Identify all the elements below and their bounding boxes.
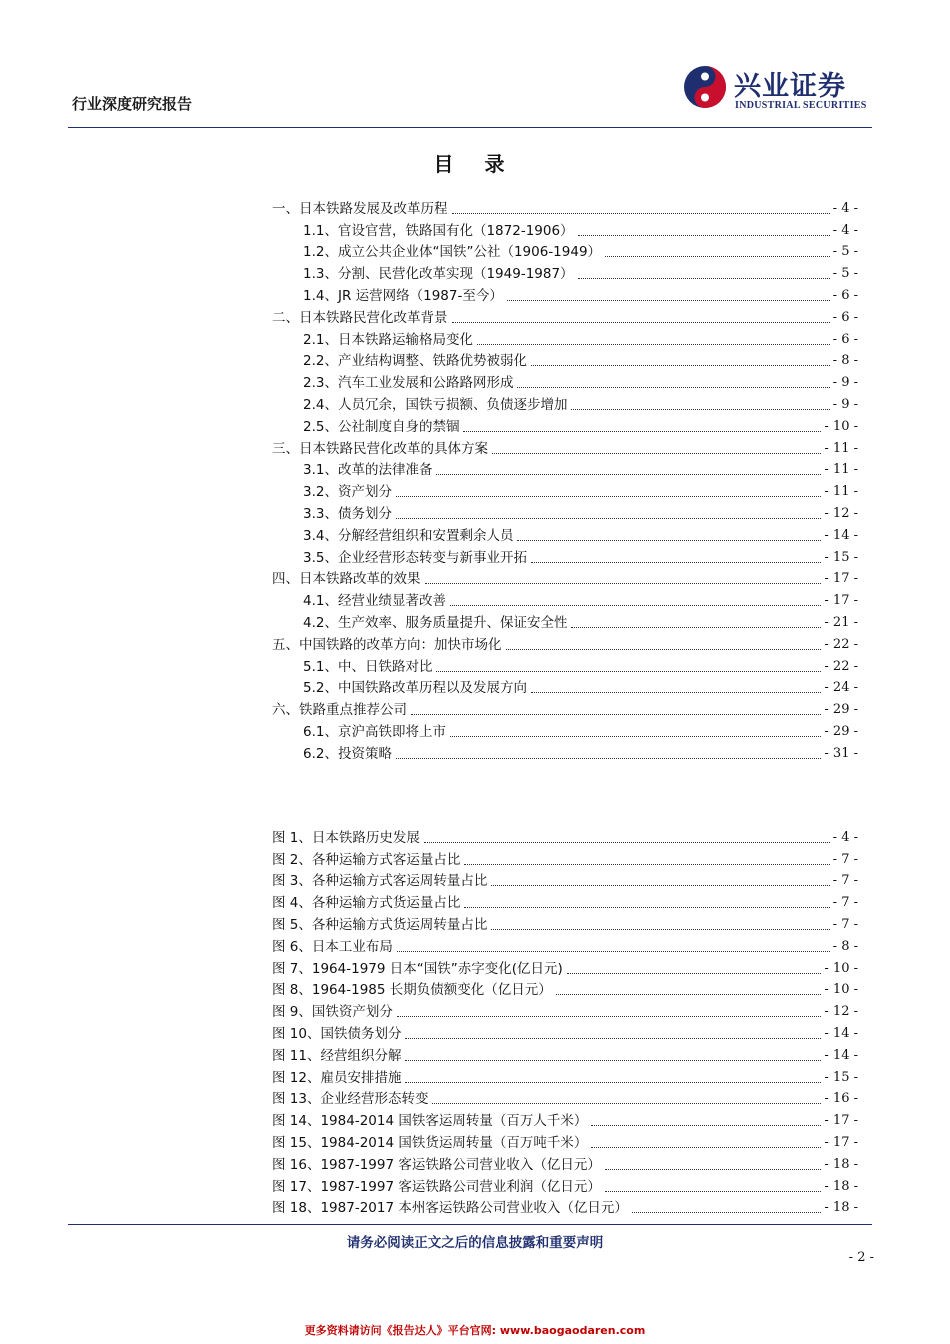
dot-leader (578, 235, 830, 236)
toc-entry-page: - 17 - (824, 571, 858, 587)
figure-entry[interactable] (272, 1108, 858, 1130)
dot-leader (396, 496, 821, 497)
toc-entry[interactable] (272, 349, 858, 371)
dot-leader (591, 1147, 821, 1148)
dot-leader (464, 864, 829, 865)
figure-entry-label: 图 16、1987-1997 客运铁路公司营业收入（亿日元） (272, 1156, 601, 1173)
toc-entry[interactable] (272, 654, 858, 676)
watermark-link[interactable]: 更多资料请访问《报告达人》平台官网: www.baogaodaren.com (304, 1324, 646, 1337)
toc-entry[interactable] (272, 719, 858, 741)
dot-leader (463, 431, 821, 432)
figure-entry-label: 图 7、1964-1979 日本“国铁”赤字变化(亿日元) (272, 960, 563, 977)
figure-entry[interactable] (272, 1130, 858, 1152)
figure-entry[interactable] (272, 1065, 858, 1087)
dot-leader (450, 605, 821, 606)
dot-leader (567, 973, 822, 974)
toc-entry-page: - 29 - (824, 723, 858, 739)
dot-leader (396, 758, 821, 759)
figure-entry[interactable] (272, 978, 858, 1000)
toc-entry[interactable] (272, 283, 858, 305)
toc-entry-label: 三、日本铁路民营化改革的具体方案 (272, 440, 488, 457)
figure-entry[interactable] (272, 1196, 858, 1218)
figure-entry-page: - 8 - (832, 938, 858, 954)
dot-leader (452, 322, 830, 323)
toc-entry-page: - 4 - (832, 200, 858, 216)
dot-leader (405, 1038, 821, 1039)
dot-leader (411, 714, 821, 715)
toc-entry-label: 3.5、企业经营形态转变与新事业开拓 (303, 549, 527, 566)
toc-entry-page: - 9 - (832, 375, 858, 391)
dot-leader (591, 1125, 821, 1126)
toc-entry-page: - 11 - (824, 440, 858, 456)
figure-entry-page: - 18 - (824, 1178, 858, 1194)
figure-entry-page: - 14 - (824, 1025, 858, 1041)
toc-entry-label: 二、日本铁路民营化改革背景 (272, 309, 448, 326)
figure-entry-label: 图 3、各种运输方式客运周转量占比 (272, 873, 488, 890)
dot-leader (452, 213, 830, 214)
figure-entry[interactable] (272, 890, 858, 912)
company-logo (682, 64, 882, 114)
toc-entry-label: 4.1、经营业绩显著改善 (303, 593, 446, 610)
figure-entry-page: - 18 - (824, 1200, 858, 1216)
figure-entry-label: 图 15、1984-2014 国铁货运周转量（百万吨千米） (272, 1134, 588, 1151)
toc-entry-label: 五、中国铁路的改革方向：加快市场化 (272, 636, 502, 653)
toc-entry-page: - 4 - (832, 222, 858, 238)
dot-leader (464, 907, 829, 908)
figure-entry-label: 图 18、1987-2017 本州客运铁路公司营业收入（亿日元） (272, 1200, 628, 1217)
toc-entry-label: 1.3、分割、民营化改革实现（1949-1987） (303, 266, 574, 283)
dot-leader (605, 1169, 822, 1170)
toc-entry-label: 3.1、改革的法律准备 (303, 462, 433, 479)
figure-entry[interactable] (272, 1174, 858, 1196)
toc-entry-page: - 9 - (832, 396, 858, 412)
figure-entry[interactable] (272, 1087, 858, 1109)
figure-entry[interactable] (272, 1021, 858, 1043)
figure-entry-page: - 4 - (832, 829, 858, 845)
figure-entry-page: - 16 - (824, 1091, 858, 1107)
toc-entry[interactable] (272, 632, 858, 654)
figure-entry-label: 图 2、各种运输方式客运量占比 (272, 851, 461, 868)
figure-entry[interactable] (272, 869, 858, 891)
toc-entry-label: 5.2、中国铁路改革历程以及发展方向 (303, 680, 527, 697)
header-divider (68, 127, 872, 128)
dot-leader (531, 365, 830, 366)
toc-entry[interactable] (272, 261, 858, 283)
toc-entry[interactable] (272, 392, 858, 414)
dot-leader (436, 671, 821, 672)
toc-entry-label: 六、铁路重点推荐公司 (272, 702, 407, 719)
figure-entry-page: - 7 - (832, 851, 858, 867)
logo-chinese-name: 兴业证券 (734, 71, 846, 102)
toc-entry-page: - 6 - (832, 309, 858, 325)
dot-leader (605, 1191, 822, 1192)
figure-entry[interactable] (272, 934, 858, 956)
toc-entry[interactable] (272, 436, 858, 458)
figure-entry-page: - 7 - (832, 895, 858, 911)
figure-entry-page: - 15 - (824, 1069, 858, 1085)
dot-leader (571, 409, 829, 410)
figure-entry[interactable] (272, 825, 858, 847)
figure-entry-label: 图 11、经营组织分解 (272, 1047, 402, 1064)
figure-entry-page: - 17 - (824, 1113, 858, 1129)
table-of-contents (272, 196, 858, 763)
toc-entry-page: - 22 - (824, 658, 858, 674)
toc-entry[interactable] (272, 305, 858, 327)
toc-entry-label: 1.4、JR 运营网络（1987-至今） (303, 287, 503, 304)
toc-entry-page: - 15 - (824, 549, 858, 565)
toc-entry-page: - 6 - (832, 331, 858, 347)
toc-entry[interactable] (272, 240, 858, 262)
figure-entry-page: - 14 - (824, 1047, 858, 1063)
figure-entry-label: 图 1、日本铁路历史发展 (272, 829, 420, 846)
toc-entry[interactable] (272, 370, 858, 392)
toc-entry[interactable] (272, 697, 858, 719)
figure-entry[interactable] (272, 847, 858, 869)
toc-entry[interactable] (272, 567, 858, 589)
toc-entry[interactable] (272, 458, 858, 480)
toc-entry-label: 3.3、债务划分 (303, 505, 392, 522)
toc-entry[interactable] (272, 676, 858, 698)
dot-leader (517, 540, 821, 541)
toc-entry-label: 3.4、分解经营组织和安置剩余人员 (303, 527, 514, 544)
figure-entry[interactable] (272, 1043, 858, 1065)
figure-entry-page: - 18 - (824, 1156, 858, 1172)
figure-entry-page: - 7 - (832, 873, 858, 889)
dot-leader (477, 344, 830, 345)
dot-leader (424, 842, 830, 843)
toc-entry-page: - 5 - (832, 244, 858, 260)
toc-entry-label: 2.4、人员冗余，国铁亏损额、负债逐步增加 (303, 396, 568, 413)
page-number: - 2 - (848, 1250, 874, 1265)
dot-leader (450, 736, 821, 737)
toc-entry-page: - 5 - (832, 266, 858, 282)
toc-entry-label: 6.1、京沪高铁即将上市 (303, 723, 446, 740)
toc-entry-page: - 14 - (824, 527, 858, 543)
toc-entry-label: 2.1、日本铁路运输格局变化 (303, 331, 473, 348)
dot-leader (492, 453, 821, 454)
toc-entry-label: 2.5、公社制度自身的禁锢 (303, 418, 460, 435)
toc-entry-label: 1.1、官设官营，铁路国有化（1872-1906） (303, 222, 574, 239)
toc-entry-label: 1.2、成立公共企业体“国铁”公社（1906-1949） (303, 244, 602, 261)
toc-entry[interactable] (272, 218, 858, 240)
toc-entry-label: 四、日本铁路改革的效果 (272, 571, 421, 588)
dot-leader (578, 278, 830, 279)
toc-entry-label: 2.2、产业结构调整、铁路优势被弱化 (303, 353, 527, 370)
toc-entry-label: 6.2、投资策略 (303, 745, 392, 762)
dot-leader (397, 1016, 822, 1017)
dot-leader (517, 387, 829, 388)
figure-entry-page: - 12 - (824, 1004, 858, 1020)
toc-entry-page: - 11 - (824, 484, 858, 500)
figure-entry-label: 图 12、雇员安排措施 (272, 1069, 402, 1086)
dot-leader (571, 627, 821, 628)
toc-entry[interactable] (272, 610, 858, 632)
toc-entry-page: - 8 - (832, 353, 858, 369)
toc-entry-page: - 21 - (824, 614, 858, 630)
dot-leader (632, 1212, 822, 1213)
figure-entry-label: 图 10、国铁债务划分 (272, 1025, 402, 1042)
dot-leader (396, 518, 821, 519)
toc-entry-label: 5.1、中、日铁路对比 (303, 658, 433, 675)
logo-english-name: INDUSTRIAL SECURITIES (735, 100, 867, 111)
dot-leader (491, 929, 829, 930)
toc-entry[interactable] (272, 588, 858, 610)
dot-leader (432, 1103, 821, 1104)
report-type-label: 行业深度研究报告 (72, 95, 193, 113)
disclaimer-notice: 请务必阅读正文之后的信息披露和重要声明 (346, 1235, 604, 1251)
dot-leader (531, 692, 821, 693)
toc-entry[interactable] (272, 327, 858, 349)
toc-entry-page: - 12 - (824, 505, 858, 521)
figure-entry-label: 图 8、1964-1985 长期负债额变化（亿日元） (272, 982, 552, 999)
toc-entry[interactable] (272, 479, 858, 501)
footer-divider (68, 1224, 872, 1225)
figure-entry-page: - 7 - (832, 916, 858, 932)
toc-entry-page: - 24 - (824, 680, 858, 696)
toc-entry-label: 4.2、生产效率、服务质量提升、保证安全性 (303, 614, 568, 631)
toc-entry[interactable] (272, 545, 858, 567)
figure-entry[interactable] (272, 912, 858, 934)
toc-entry-page: - 29 - (824, 702, 858, 718)
figure-entry-label: 图 9、国铁资产划分 (272, 1004, 393, 1021)
dot-leader (507, 300, 830, 301)
toc-entry[interactable] (272, 196, 858, 218)
dot-leader (506, 649, 822, 650)
figure-entry-label: 图 6、日本工业布局 (272, 938, 393, 955)
toc-entry-label: 3.2、资产划分 (303, 484, 392, 501)
figure-entry-label: 图 5、各种运输方式货运周转量占比 (272, 916, 488, 933)
figure-entry-page: - 17 - (824, 1134, 858, 1150)
logo-swirl-icon (682, 64, 728, 110)
toc-entry-page: - 22 - (824, 636, 858, 652)
toc-title: 目 录 (433, 152, 517, 176)
figure-entry[interactable] (272, 956, 858, 978)
dot-leader (436, 474, 821, 475)
figure-entry-page: - 10 - (824, 960, 858, 976)
toc-entry-label: 2.3、汽车工业发展和公路路网形成 (303, 375, 514, 392)
dot-leader (405, 1060, 821, 1061)
dot-leader (405, 1082, 821, 1083)
toc-entry-page: - 31 - (824, 745, 858, 761)
toc-entry-page: - 11 - (824, 462, 858, 478)
figure-entry[interactable] (272, 999, 858, 1021)
figure-entry[interactable] (272, 1152, 858, 1174)
dot-leader (531, 562, 821, 563)
figure-entry-label: 图 17、1987-1997 客运铁路公司营业利润（亿日元） (272, 1178, 601, 1195)
toc-entry[interactable] (272, 523, 858, 545)
dot-leader (556, 994, 822, 995)
toc-entry-page: - 17 - (824, 593, 858, 609)
toc-entry[interactable] (272, 414, 858, 436)
figure-entry-label: 图 13、企业经营形态转变 (272, 1091, 429, 1108)
dot-leader (425, 583, 822, 584)
page-header (68, 60, 882, 128)
toc-entry-page: - 6 - (832, 287, 858, 303)
figure-entry-label: 图 4、各种运输方式货运量占比 (272, 895, 461, 912)
toc-entry[interactable] (272, 741, 858, 763)
toc-entry-page: - 10 - (824, 418, 858, 434)
figure-entry-page: - 10 - (824, 982, 858, 998)
list-of-figures (272, 825, 858, 1217)
dot-leader (491, 885, 829, 886)
toc-entry-label: 一、日本铁路发展及改革历程 (272, 200, 448, 217)
figure-entry-label: 图 14、1984-2014 国铁客运周转量（百万人千米） (272, 1113, 588, 1130)
dot-leader (397, 951, 830, 952)
dot-leader (605, 256, 830, 257)
toc-entry[interactable] (272, 501, 858, 523)
